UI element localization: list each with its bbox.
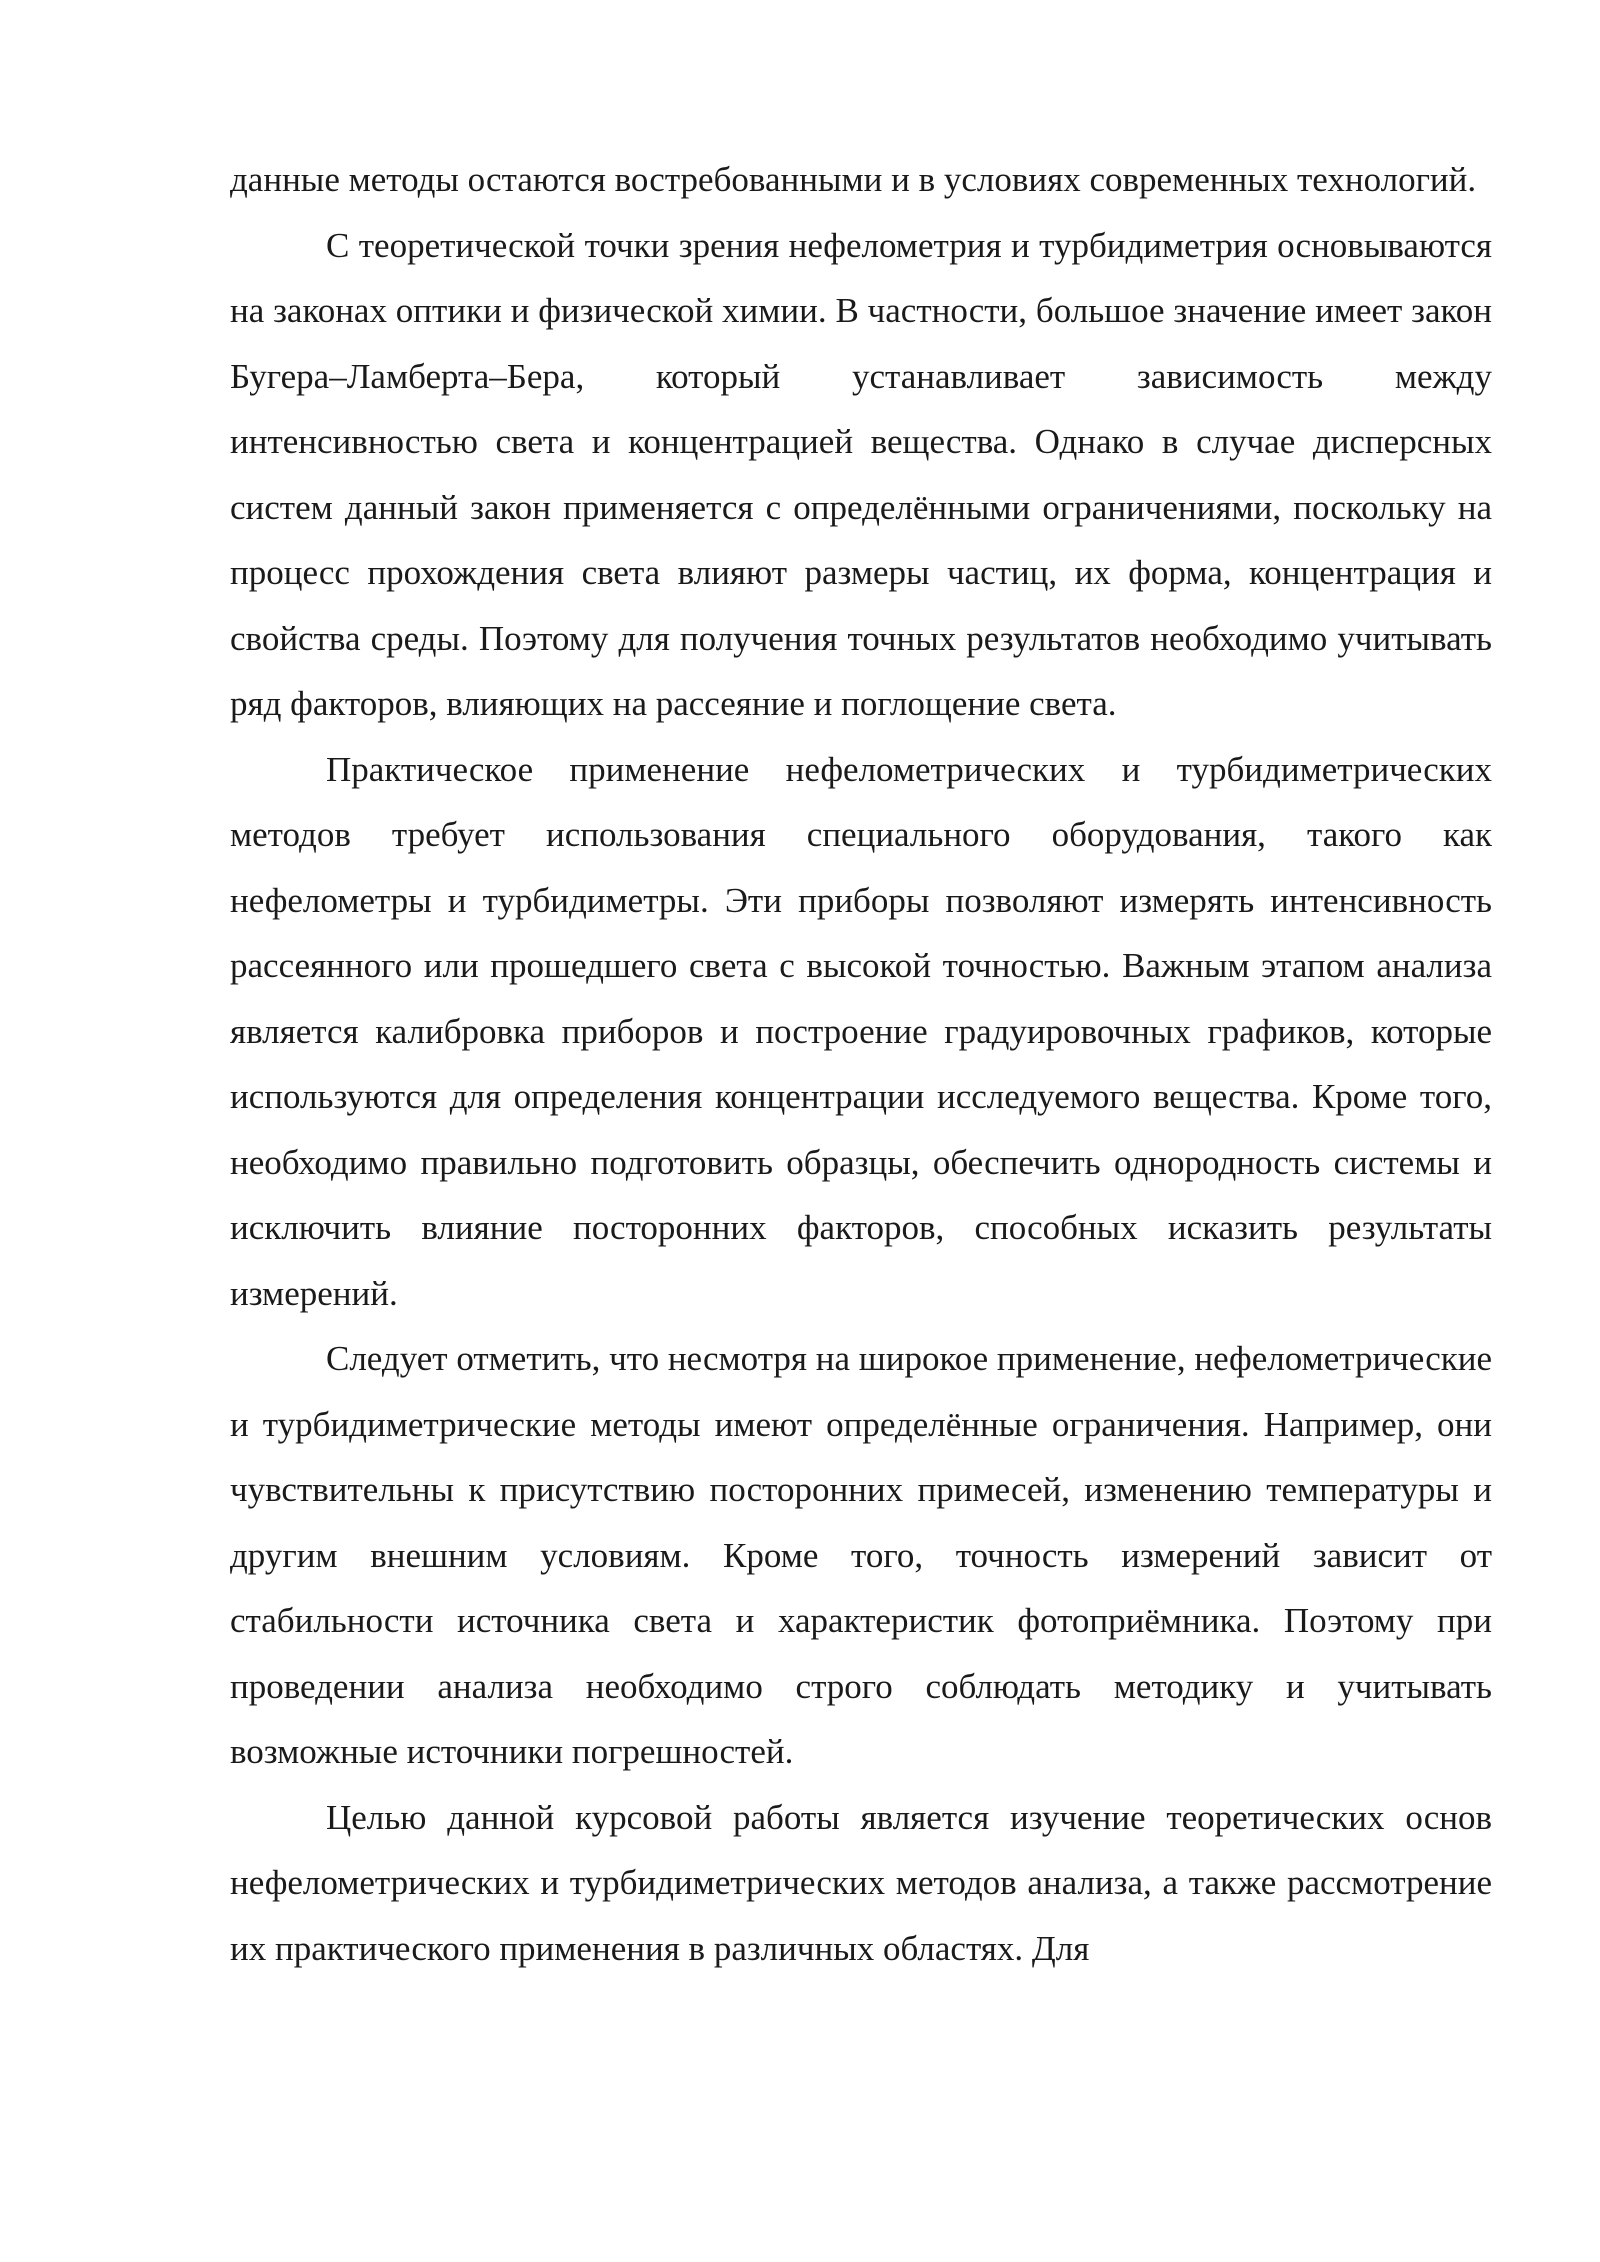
- paragraph-theory: С теоретической точки зрения нефелометрия и турбидиметрия основываются на законах оптики и физической химии. В частности, большое значение имеет закон Бугера–Ламберта–Бера, который устанавливает зависимость между интенсивностью света и концентрацией вещества. Однако в случае дисперсных систем данный закон применяется с определёнными ограничениями, поскольку на процесс прохождения света влияют размеры частиц, их форма, концентрация и свойства среды. Поэтому для получения точных результатов необходимо учитывать ряд факторов, влияющих на рассеяние и поглощение света.: [230, 225, 1492, 723]
- paragraph-practice: Практическое применение нефелометрических и турбидиметрических методов требует использования специального оборудования, такого как нефелометры и турбидиметры. Эти приборы позволяют измерять интенсивность рассеянного или прошедшего света с высокой точностью. Важным этапом анализа является калибровка приборов и построение градуировочных графиков, которые используются для определения концентрации исследуемого вещества. Кроме того, необходимо правильно подготовить образцы, обеспечить однородность системы и исключить влияние посторонних факторов, способных исказить результаты измерений.: [230, 749, 1492, 1313]
- paragraph-continuation: данные методы остаются востребованными и в условиях современных технологий.: [230, 160, 1477, 199]
- paragraph-goal: Целью данной курсовой работы является изучение теоретических основ нефелометрических и турбидиметрических методов анализа, а также рассмотрение их практического применения в различных областях. Для: [230, 1797, 1492, 1968]
- paragraph-limitations: Следует отметить, что несмотря на широкое применение, нефелометрические и турбидиметрические методы имеют определённые ограничения. Например, они чувствительны к присутствию посторонних примесей, изменению температуры и другим внешним условиям. Кроме того, точность измерений зависит от стабильности источника света и характеристик фотоприёмника. Поэтому при проведении анализа необходимо строго соблюдать методику и учитывать возможные источники погрешностей.: [230, 1339, 1492, 1771]
- body-text: [230, 147, 1492, 1981]
